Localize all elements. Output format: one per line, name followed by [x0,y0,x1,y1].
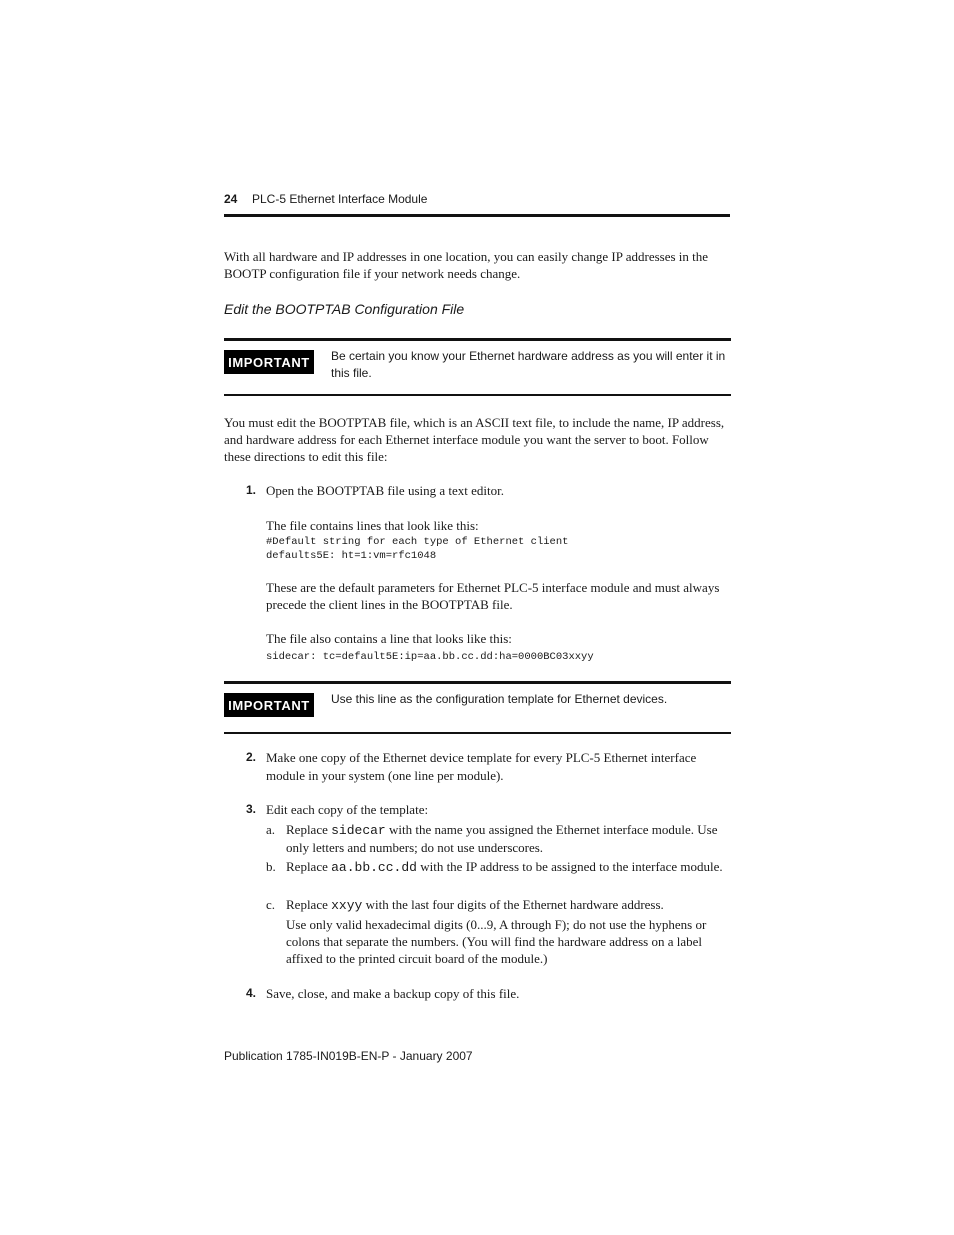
important-2-top-rule [224,681,731,684]
step-3b-letter: b. [266,859,276,874]
code-line-defaults5e: defaults5E: ht=1:vm=rfc1048 [266,550,437,562]
page-number: 24 [224,192,238,206]
step-3a-letter: a. [266,822,276,837]
running-title: PLC-5 Ethernet Interface Module [252,192,428,206]
step-4-text: Save, close, and make a backup copy of this file. [266,986,520,1001]
publication-footer: Publication 1785-IN019B-EN-P - January 2007 [224,1049,473,1063]
intro-paragraph: With all hardware and IP addresses in one location, you can easily change IP addresses in the BOOTP configuration file if your network needs change. [224,249,709,281]
step-1-also-contains-text: The file also contains a line that looks like this: [266,631,512,646]
step-1-defaults-note: These are the default parameters for Ethernet PLC-5 interface module and must always precede the client lines in the BOOTPTAB file. [266,580,720,612]
step-3c-letter: c. [266,897,276,912]
important-2-bottom-rule [224,732,731,734]
step-1-number: 1. [246,483,257,497]
important-1-top-rule [224,338,731,341]
step-2-text: Make one copy of the Ethernet device template for every PLC-5 Ethernet interface module in your system (one line per module). [266,750,697,783]
code-ip-placeholder: aa.bb.cc.dd [331,860,417,875]
code-line-sidecar: sidecar: tc=default5E:ip=aa.bb.cc.dd:ha=0000BC03xxyy [266,651,594,663]
section-subheading: Edit the BOOTPTAB Configuration File [224,301,465,317]
important-2-label: IMPORTANT [224,693,314,717]
edit-instructions-paragraph: You must edit the BOOTPTAB file, which is an ASCII text file, to include the name, IP address, and hardware address for each Ethernet interface module you want the server to boot. Follow these directions to edit this file: [224,415,725,464]
step-3c-note: Use only valid hexadecimal digits (0...9, A through F); do not use the hyphens or colons that separate the numbers. (You will find the hardware address on a label affixed to the printed circuit board of the module.) [286,917,707,966]
important-1-label: IMPORTANT [224,350,314,374]
step-3-number: 3. [246,802,257,816]
step-1-text: Open the BOOTPTAB file using a text editor. [266,483,504,498]
step-2-number: 2. [246,750,257,764]
step-4-number: 4. [246,986,257,1000]
step-3-text: Edit each copy of the template: [266,802,429,817]
step-3c-text: Replace xxyy with the last four digits of the Ethernet hardware address. [286,897,664,913]
header-rule [224,214,730,217]
step-1-contains-text: The file contains lines that look like this: [266,518,479,533]
important-1-text: Be certain you know your Ethernet hardware address as you will enter it in this file. [331,349,726,380]
code-xxyy: xxyy [331,898,363,913]
step-3a-text: Replace sidecar with the name you assigned the Ethernet interface module. Use only letters and numbers; do not use underscores. [286,822,718,855]
step-3b-text: Replace aa.bb.cc.dd with the IP address to be assigned to the interface module. [286,859,723,875]
important-2-text: Use this line as the configuration template for Ethernet devices. [331,692,668,706]
code-line-default-comment: #Default string for each type of Ethernet client [266,536,569,548]
important-1-bottom-rule [224,394,731,396]
code-sidecar: sidecar [331,823,386,838]
